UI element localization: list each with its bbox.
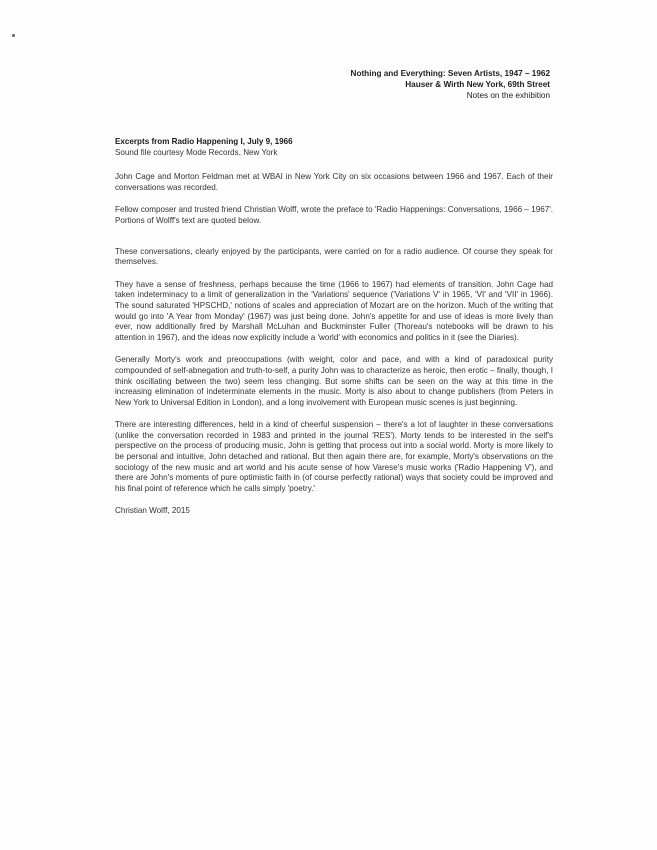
paragraph-quote-2: They have a sense of freshness, perhaps because the time (1966 to 1967) had elements of transition. John Cage had taken indeterminacy to a limit of generalization in the 'Variations' sequence ('Variations V' in 1965, 'VI' and 'VII' in 1966). The sound saturated 'HPSCHD,' notions of scales and appreciation of Mozart are on the horizon. Much of the writing that would go into 'A Year from Monday' (1967) was just being done. John's appetite for and use of ideas is more lively than ever, now additionally fired by Marshall McLuhan and Buckminster Fuller (Thoreau's notebooks will be drawn to his attention in 1967), and the ideas now explicitly include a 'world' with economics and politics in it (see the Diaries). bbox=[115, 279, 553, 342]
gallery-location: Hauser & Wirth New York, 69th Street bbox=[405, 80, 550, 89]
paragraph-quote-3: Generally Morty's work and preoccupations (with weight, color and pace, and with a kind of paradoxical purity compounded of self-abnegation and truth-to-self, a purity John was to characterize as heroic, then erotic – finally, though, I think oscillating between the two) seem less changing. But some shifts can be seen on the way at this time in the increasing elimination of indeterminate elements in the music. Morty is also about to change publishers (from Peters in New York to Universal Edition in London), and a long involvement with European music scenes is just beginning. bbox=[115, 355, 553, 407]
header-subtitle: Notes on the exhibition bbox=[466, 91, 550, 100]
paragraph-intro: John Cage and Morton Feldman met at WBAI in New York City on six occasions between 1966 and 1967. Each of their conversations was recorded. bbox=[115, 172, 553, 192]
paragraph-quote-1: These conversations, clearly enjoyed by the participants, were carried on for a radio audience. Of course they speak for themselves. bbox=[115, 246, 553, 267]
paragraph-preface: Fellow composer and trusted friend Christian Wolff, wrote the preface to 'Radio Happenings: Conversations, 1966 – 1967'. Portions of Wolff's text are quoted below. bbox=[115, 205, 553, 225]
exhibition-header bbox=[351, 68, 550, 101]
signature-line: Christian Wolff, 2015 bbox=[115, 506, 190, 516]
scan-speck bbox=[12, 34, 15, 37]
paragraph-quote-4: There are interesting differences, held in a kind of cheerful suspension – there's a lot of laughter in these conversations (unlike the conversation recorded in 1983 and printed in the journal 'RES'). Morty tends to be interested in the self's perspective on the process of producing music, John is getting that process out into a social world. Morty is more likely to be personal and intuitive, John detached and rational. But then again there are, for example, Morty's observations on the sociology of the new music and art world and his acute sense of how Varese's music works ('Radio Happening V'), and there are John's moments of pure optimistic faith in (of course perfectly rational) ways that society could be improved and his final point of reference which he calls simply 'poetry.' bbox=[115, 420, 553, 493]
exhibition-title: Nothing and Everything: Seven Artists, 1947 – 1962 bbox=[350, 69, 550, 78]
sound-credit: Sound file courtesy Mode Records, New York bbox=[115, 147, 278, 157]
document-title: Excerpts from Radio Happening I, July 9, 1966 bbox=[115, 137, 293, 146]
document-body bbox=[115, 137, 553, 529]
